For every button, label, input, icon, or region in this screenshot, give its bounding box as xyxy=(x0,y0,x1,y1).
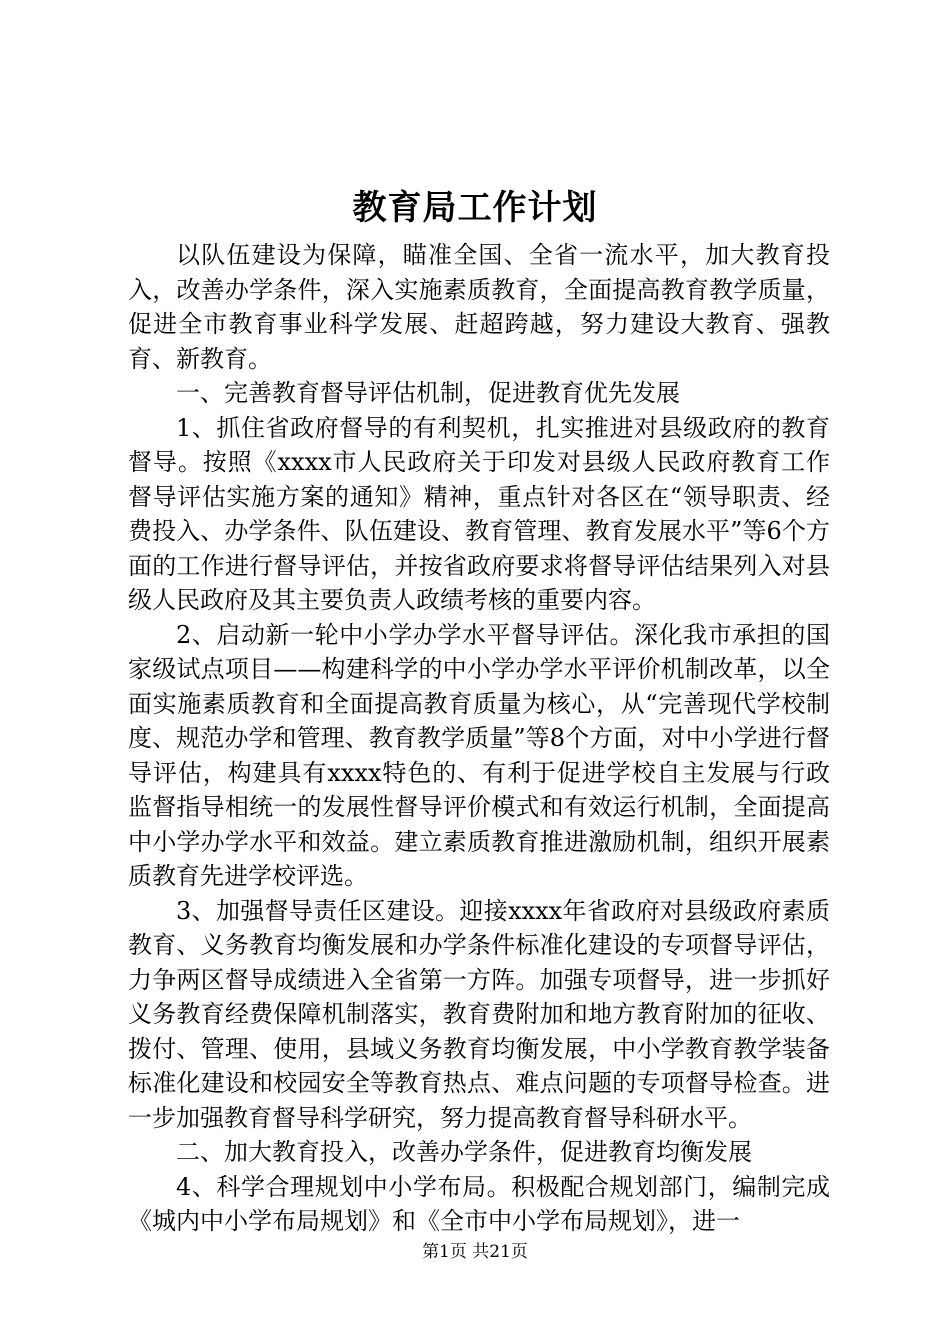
page-number-footer: 第1页 共21页 xyxy=(422,1242,528,1262)
section-heading-1: 一、完善教育督导评估机制，促进教育优先发展 xyxy=(176,379,680,407)
section-heading-2: 二、加大教育投入，改善办学条件，促进教育均衡发展 xyxy=(176,1138,752,1166)
document-body xyxy=(128,238,830,1239)
paragraph-item-4: 4、科学合理规划中小学布局。积极配合规划部门，编制完成《城内中小学布局规划》和《全市中小学布局规划》，进一 xyxy=(128,1172,830,1235)
document-title: 教育局工作计划 xyxy=(352,188,598,228)
paragraph-item-1: 1、抓住省政府督导的有利契机，扎实推进对县级政府的教育督导。按照《xxxx市人民政府关于印发对县级人民政府教育工作督导评估实施方案的通知》精神，重点针对各区在“领导职责、经费投入、办学条件、队伍建设、教育管理、教育发展水平”等6个方面的工作进行督导评估，并按省政府要求将督导评估结果列入对县级人民政府及其主要负责人政绩考核的重要内容。 xyxy=(128,413,830,614)
paragraph-intro: 以队伍建设为保障，瞄准全国、全省一流水平，加大教育投入，改善办学条件，深入实施素质教育，全面提高教育教学质量，促进全市教育事业科学发展、赶超跨越，努力建设大教育、强教育、新教育。 xyxy=(128,241,830,373)
paragraph-item-3: 3、加强督导责任区建设。迎接xxxx年省政府对县级政府素质教育、义务教育均衡发展和办学条件标准化建设的专项督导评估，力争两区督导成绩进入全省第一方阵。加强专项督导，进一步抓好义务教育经费保障机制落实，教育费附加和地方教育附加的征收、拨付、管理、使用，县域义务教育均衡发展，中小学教育教学装备标准化建设和校园安全等教育热点、难点问题的专项督导检查。进一步加强教育督导科学研究，努力提高教育督导科研水平。 xyxy=(128,896,830,1132)
paragraph-item-2: 2、启动新一轮中小学办学水平督导评估。深化我市承担的国家级试点项目——构建科学的中小学办学水平评价机制改革，以全面实施素质教育和全面提高教育质量为核心，从“完善现代学校制度、规范办学和管理、教育教学质量”等8个方面，对中小学进行督导评估，构建具有xxxx特色的、有利于促进学校自主发展与行政监督指导相统一的发展性督导评价模式和有效运行机制，全面提高中小学办学水平和效益。建立素质教育推进激励机制，组织开展素质教育先进学校评选。 xyxy=(128,620,830,890)
